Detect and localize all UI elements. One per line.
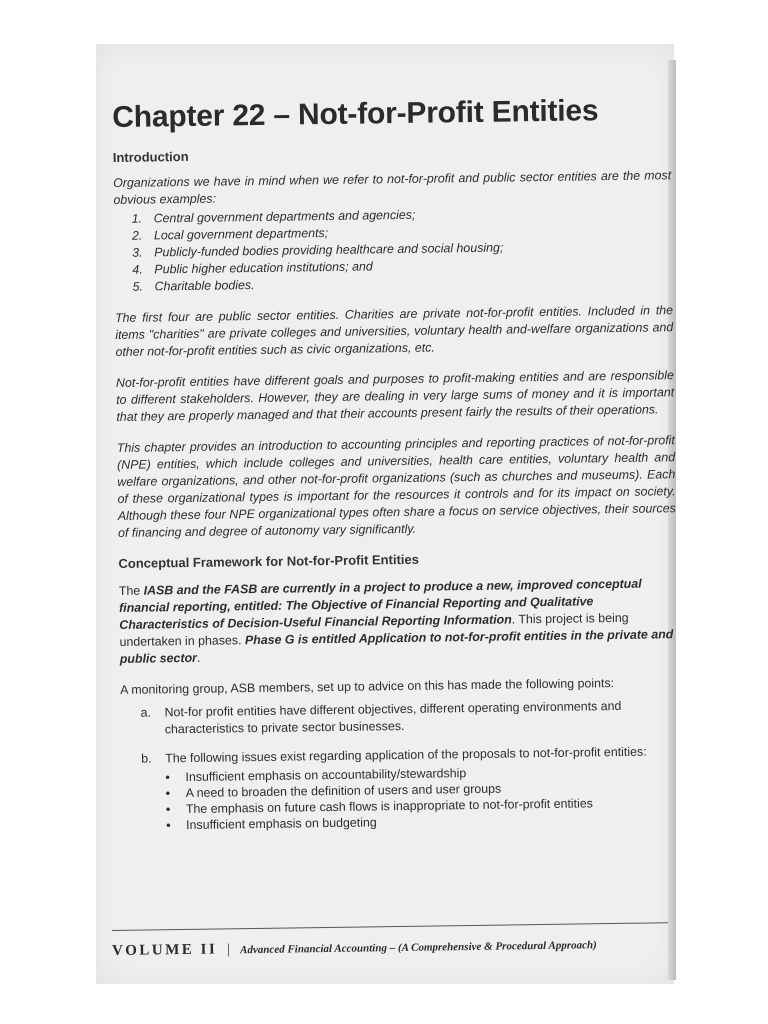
issues-list [121, 762, 680, 834]
paragraph-chapter-overview: This chapter provides an introduction to accounting principles and reporting practices of not-for-profit (NPE) entities, which include colleges and universities, health care entities, voluntary health and welfare organizations, and other not-for-profit organizations (such as churches and museums). Each of these organizational types is important for the resources it controls and for its impact on society. Although these four NPE organizational types often share a focus on service objectives, their sources of financing and degree of autonomy vary significantly. [116, 433, 676, 540]
list-item: 1. Central government departments and agencies; [131, 207, 416, 226]
point-b: b. The following issues exist regarding application of the proposals to not-for-profit entities: [141, 744, 647, 766]
book-title: Advanced Financial Accounting – (A Comprehensive & Procedural Approach) [239, 939, 597, 957]
introduction-lead: Organizations we have in mind when we refer to not-for-profit and public sector entities are the most obvious examples: [113, 168, 672, 207]
page-content [112, 92, 680, 834]
paragraph-charities: The first four are public sector entities. Charities are private not-for-profit entities. Included in the items "charities" are private colleges and universities, voluntary health and-welfare organizations and other not-for-profit entities such as civic organizations, etc. [114, 303, 674, 359]
list-item: 4. Public higher education institutions; and [132, 259, 373, 277]
list-item: 2. Local government departments; [131, 225, 329, 243]
volume-label: VOLUME II [112, 941, 218, 959]
list-item: 3. Publicly-funded bodies providing healthcare and social housing; [132, 240, 504, 260]
framework-heading: Conceptual Framework for Not-for-Profit Entities [118, 551, 420, 571]
list-item: • A need to broaden the definition of users and user groups [165, 781, 502, 801]
paragraph-iasb-fasb: The IASB and the FASB are currently in a project to produce a new, improved conceptual financial reporting, entitled: The Objective of Financial Reporting and Qualitative Characteristics of Decision-Useful Financial Reporting Information. This project is being undertaken in phases. Phase G is entitled Application to not-for-profit entities in the private and public sector. [118, 576, 674, 666]
point-a: a. Not-for profit entities have different objectives, different operating environments and characteristics to private sector businesses. [140, 698, 622, 737]
footer-separator: | [227, 942, 231, 958]
list-item: • Insufficient emphasis on budgeting [166, 815, 377, 833]
paragraph-monitoring-group: A monitoring group, ASB members, set up to advice on this has made the following points: [120, 676, 615, 697]
paragraph-goals: Not-for-profit entities have different goals and purposes to profit-making entities and are responsible to different stakeholders. However, they are dealing in very large sums of money and it is important that they are properly managed and that their accounts present fairly the results of their operations. [115, 368, 675, 424]
list-item: • The emphasis on future cash flows is inappropriate to not-for-profit entities [165, 796, 593, 817]
introduction-heading: Introduction [112, 148, 189, 165]
list-item: 5. Charitable bodies. [132, 278, 255, 294]
chapter-title: Chapter 22 – Not-for-Profit Entities [112, 94, 599, 134]
list-item: • Insufficient emphasis on accountability/stewardship [165, 766, 467, 785]
entity-examples-list [114, 203, 673, 296]
